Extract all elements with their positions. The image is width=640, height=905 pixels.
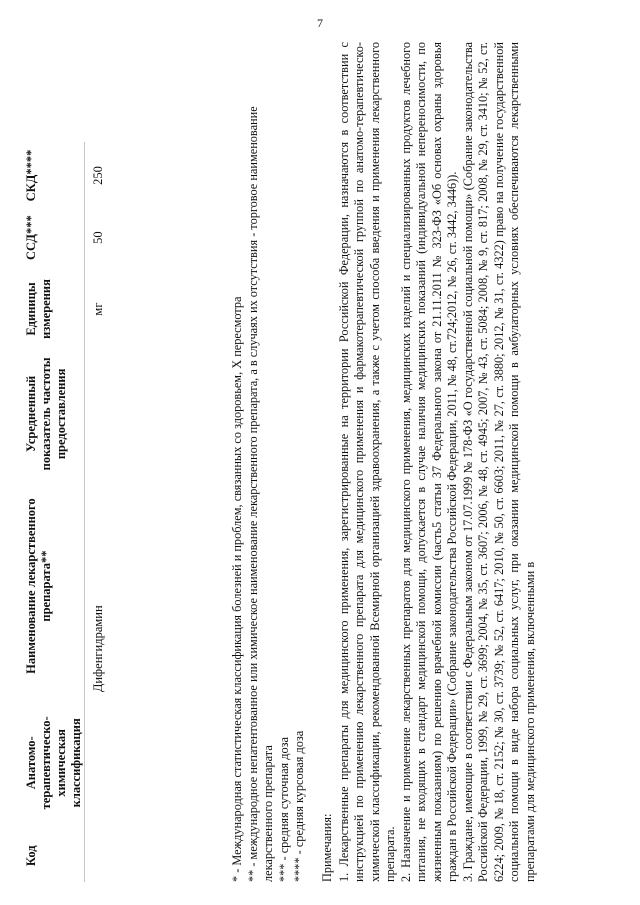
note-3: 3. Граждане, имеющие в соответствии с Федеральным законом от 17.07.1999 № 178-ФЗ «О государственной социальной помощи» (Собрание законодательства Российской Федерации, 1999, № 29, ст. 3699; 2004, № 35, ст. 3607; 2006, № 48, ст. 4945; 2007, № 43, ст. 5084; 2008, № 9, ст. 817; 2008, № 29, ст. 3410; № 52, ст. 6224; 2009, № 18, ст. 2152; № 30, ст. 3739; № 52, ст. 6417; 2010, № 50, ст. 6603; 2011, № 27, ст. 3880; 2012, № 31, ст. 4322) право на получение государственной социальной помощи в виде набора социальных услуг, при оказании медицинской помощи в амбулаторных условиях обеспечиваются лекарственными препаратами для медицинского применения, включенными в xyxy=(460,42,537,882)
table-row xyxy=(85,142,107,882)
footnote-3: *** - средняя суточная доза xyxy=(276,737,291,882)
header-drug-name: Наименование лекарственного препарата** xyxy=(24,476,85,696)
cell-ssd: 50 xyxy=(91,231,105,244)
header-units: Единицы измерения xyxy=(24,266,85,351)
footnote-1: * - Международная статистическая классификация болезней и проблем, связанных со здоровьем, X пересмотра xyxy=(230,296,244,882)
header-ssd: ССД*** xyxy=(24,209,85,266)
cell-units: мг xyxy=(91,302,105,316)
note-1: 1. Лекарственные препараты для медицинского применения, зарегистрированные на территории Российской Федерации, назначаются в соответствии с инструкцией по применению лекарственного препарата для медицинского применения и фармакотерапевтической группой по анатомо-терапевтическо-химической классификации, рекомендованной Всемирной организацией здравоохранения, а также с учетом способа введения и применения лекарственного препарата. xyxy=(336,42,397,882)
notes-section xyxy=(320,42,538,882)
page-number: 7 xyxy=(317,16,323,30)
table-header-row xyxy=(24,142,85,882)
rotated-page-content xyxy=(20,30,620,890)
header-atc: Анатомо-терапевтическо-химическая классификация xyxy=(24,696,85,829)
cell-skd: 250 xyxy=(91,166,105,185)
medication-table xyxy=(24,142,106,882)
cell-frequency xyxy=(85,352,107,476)
header-code: Код xyxy=(24,829,85,882)
cell-atc xyxy=(85,696,107,829)
footnote-2: ** - международное непатентованное или химическое наименование лекарственного препарата, а в случаях их отсутствия - торговое наименование лекарственного препарата xyxy=(245,106,275,882)
header-frequency: Усредненный показатель частоты предоставления xyxy=(24,352,85,476)
footnotes xyxy=(230,42,308,882)
footnote-4: **** - средняя курсовая доза xyxy=(292,730,306,882)
cell-code xyxy=(85,829,107,882)
header-skd: СКД**** xyxy=(24,142,85,209)
cell-drug-name: Дифенгидрамин xyxy=(91,605,105,693)
notes-heading: Примечания: xyxy=(320,813,334,882)
note-2: 2. Назначение и применение лекарственных препаратов для медицинского применения, медицинских изделий и специализированных продуктов лечебного питания, не входящих в стандарт медицинской помощи, допускается в случае наличия медицинских показаний (индивидуальной непереносимости, по жизненным показаниям) по решению врачебной комиссии (часть5 статьи 37 Федерального закона от 21.11.2011 № 323-ФЗ «Об основах охраны здоровья граждан в Российской Федерации» (Собрание законодательства Российской Федерации, 2011, № 48, ст.724;2012, № 26, ст. 3442, 3446)). xyxy=(398,42,459,882)
